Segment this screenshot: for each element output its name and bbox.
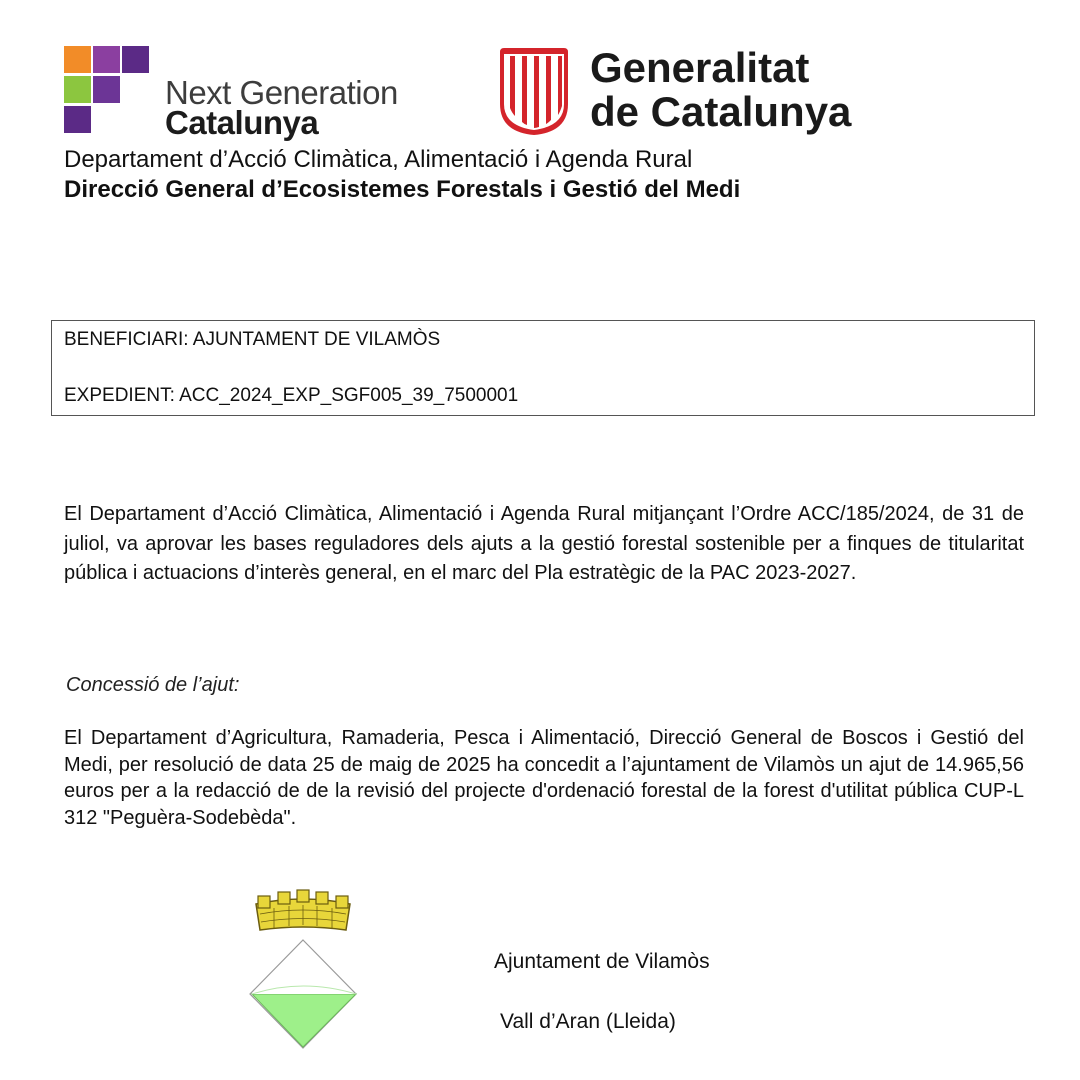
ng-logo-line2: Catalunya	[165, 104, 319, 141]
generalitat-logo-line1: Generalitat	[590, 44, 810, 91]
concession-paragraph: El Departament d’Agricultura, Ramaderia, Pesca i Alimentació, Direcció General de Boscos i Gestió del Medi, per resolució de data 25 de maig de 2025 ha concedit a l’ajuntament de Vilamòs un ajut de 14.965,56 euros per a la redacció de de la revisió del projecte d'ordenació forestal de la forest d'utilitat pública CUP-L 312 "Peguèra-Sodebèda".	[64, 727, 1024, 829]
logo-square-purple	[93, 46, 120, 73]
ng-logo-line1: Next Generation	[165, 74, 398, 111]
logo-square-bottom	[64, 106, 91, 133]
concession-heading: Concessió de l’ajut:	[66, 674, 240, 696]
municipality-location: Vall d’Aran (Lleida)	[500, 1010, 676, 1033]
beneficiary-line: BENEFICIARI: AJUNTAMENT DE VILAMÒS	[64, 329, 441, 350]
generalitat-logo-line2: de Catalunya	[590, 88, 852, 135]
intro-paragraph: El Departament d’Acció Climàtica, Alimentació i Agenda Rural mitjançant l’Ordre ACC/185/2024, de 31 de juliol, va aprovar les bases reguladores dels ajuts a la gestió forestal sostenible per a finques de titularitat pública i actuacions d’interès general, en el marc del Pla estratègic de la PAC 2023-2027.	[64, 503, 1024, 584]
logo-square-dark-purple	[122, 46, 149, 73]
logo-square-orange	[64, 46, 91, 73]
generalitat-logo	[496, 46, 876, 138]
generalitat-emblem-icon	[496, 46, 572, 136]
expedient-line: EXPEDIENT: ACC_2024_EXP_SGF005_39_7500001	[64, 385, 519, 406]
directorate-name: Direcció General d’Ecosistemes Forestals i Gestió del Medi	[64, 176, 741, 203]
logo-square-violet	[93, 76, 120, 103]
mural-crown-icon	[256, 890, 350, 930]
department-name: Departament d’Acció Climàtica, Alimentació i Agenda Rural	[64, 146, 693, 173]
logo-square-green	[64, 76, 91, 103]
beneficiary-info-box	[51, 320, 1035, 416]
next-generation-catalunya-logo	[64, 46, 424, 141]
municipality-name: Ajuntament de Vilamòs	[494, 950, 710, 973]
vilamos-coat-of-arms-icon	[244, 886, 362, 1050]
